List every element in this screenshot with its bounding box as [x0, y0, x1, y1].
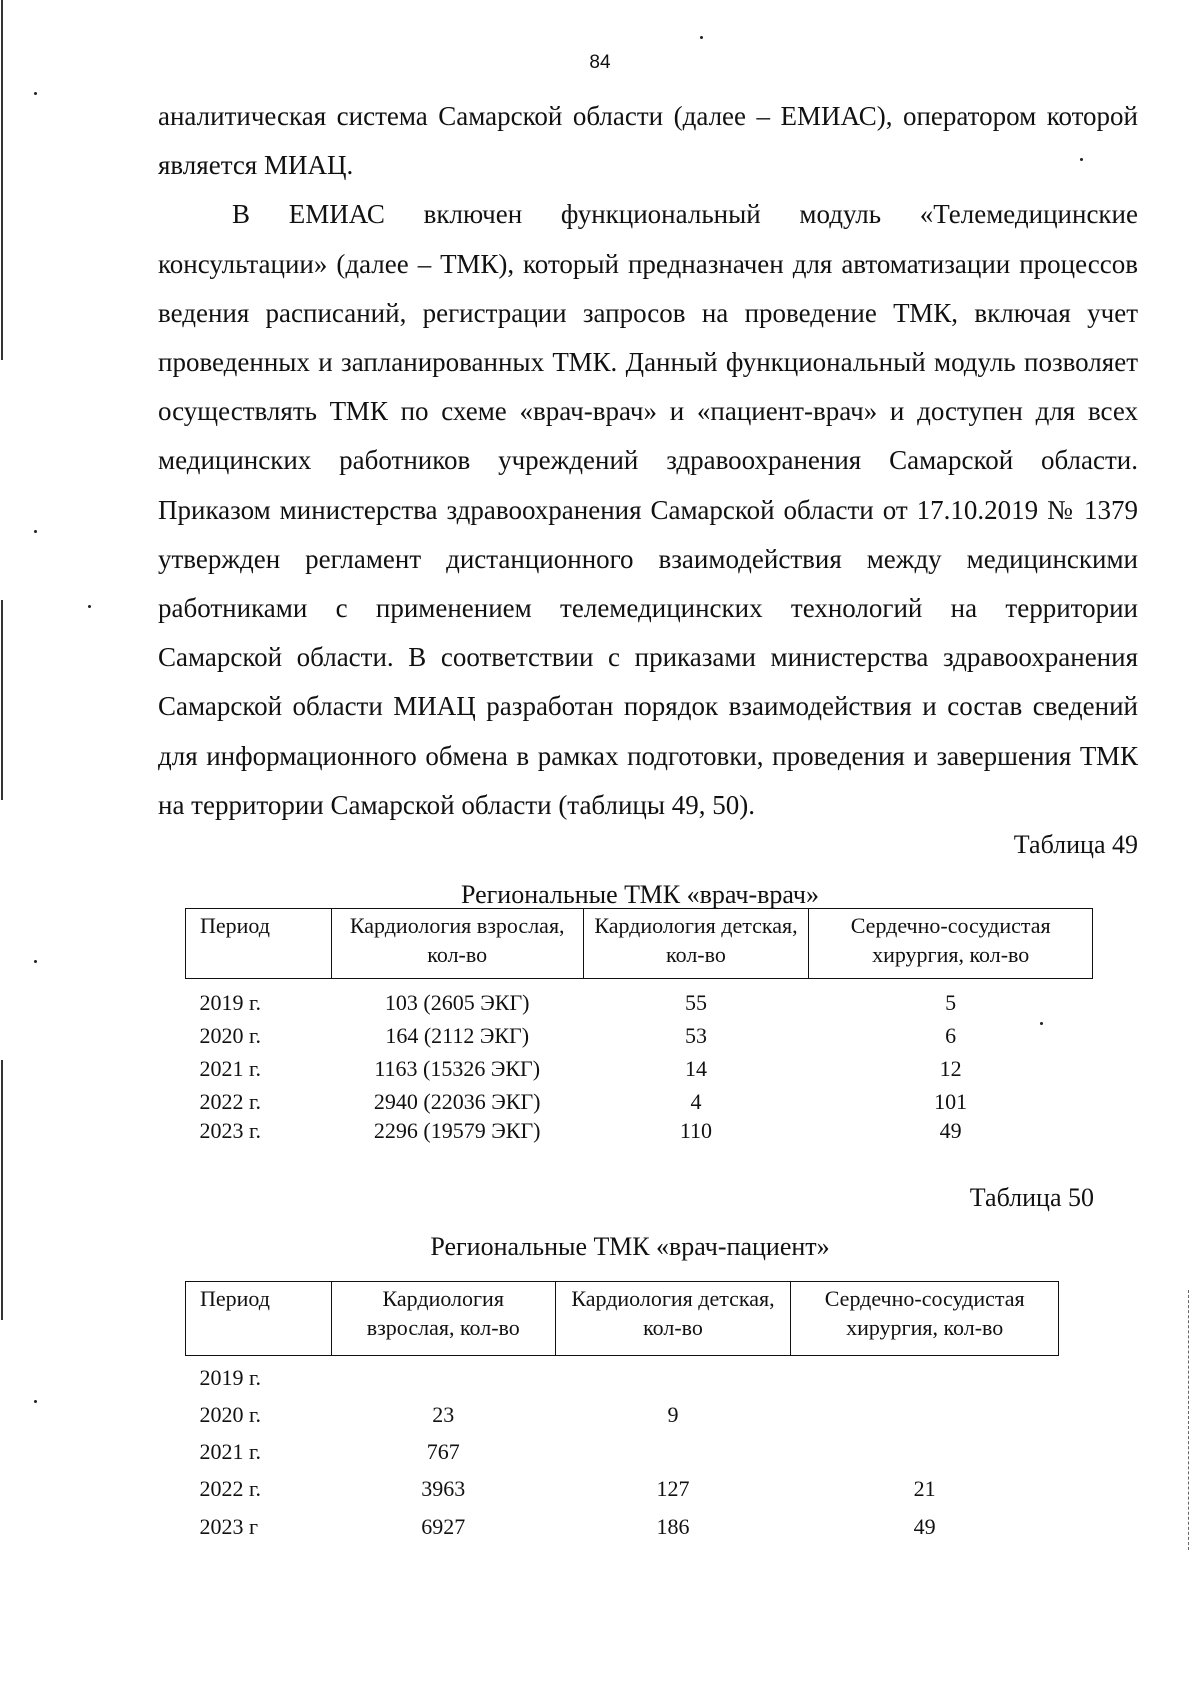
table-49-title: Региональные ТМК «врач-врач»: [460, 880, 820, 909]
table-cell: 2023 г.: [199, 1117, 262, 1143]
table-row: [186, 1116, 1093, 1145]
column-header: Сердечно-сосудистая хирургия, кол-во: [809, 909, 1093, 979]
table-row: [186, 1392, 1059, 1429]
table-cell: 2020 г.: [199, 1022, 262, 1048]
scan-speck: [88, 605, 91, 608]
scan-speck: [34, 530, 37, 533]
table-cell: 2296 (19579 ЭКГ): [373, 1117, 541, 1143]
table-cell: [791, 1429, 1059, 1466]
table-cell: 127: [656, 1475, 690, 1501]
table-cell: 2021 г.: [199, 1055, 262, 1081]
column-header: Сердечно-сосудистая хирургия, кол-во: [791, 1282, 1059, 1356]
table-cell: 164 (2112 ЭКГ): [385, 1022, 530, 1048]
table-header-row: [186, 909, 1093, 979]
body-text: [158, 92, 1138, 830]
column-header: Период: [186, 1282, 332, 1356]
scan-speck: [700, 36, 703, 39]
column-header: Кардиология взрослая, кол-во: [331, 1282, 555, 1356]
column-header: Кардиология взрослая, кол-во: [331, 909, 583, 979]
table-cell: [555, 1429, 791, 1466]
table-50: [185, 1281, 1059, 1541]
scan-edge-line: [1, 600, 3, 800]
table-row: [186, 1356, 1059, 1392]
table-cell: 101: [934, 1088, 968, 1114]
table-cell: 12: [939, 1055, 962, 1081]
table-cell: 186: [656, 1513, 690, 1539]
table-cell: 49: [913, 1513, 936, 1539]
table-cell: 5: [945, 989, 957, 1015]
table-50-label: Таблица 50: [969, 1183, 1094, 1212]
table-cell: 767: [426, 1438, 460, 1464]
table-cell: 2022 г.: [199, 1088, 262, 1114]
table-row: [186, 1083, 1093, 1116]
table-cell: 2019 г.: [199, 989, 262, 1015]
paragraph: аналитическая система Самарской области (далее – ЕМИАС), оператором которой является МИАЦ.: [158, 101, 1138, 181]
table-row: [186, 1017, 1093, 1050]
table-cell: [331, 1356, 555, 1392]
table-cell: 103 (2605 ЭКГ): [384, 989, 530, 1015]
table-cell: 55: [684, 989, 707, 1015]
column-header: Кардиология детская, кол-во: [583, 909, 809, 979]
paragraph: В ЕМИАС включен функциональный модуль «Телемедицинские консультации» (далее – ТМК), который предназначен для автоматизации процессов ведения расписаний, регистрации запросов на проведение ТМК, включая учет проведенных и запланированных ТМК. Данный функциональный модуль позволяет осуществлять ТМК по схеме «врач-врач» и «пациент-врач» и доступен для всех медицинских работников учреждений здравоохранения Самарской области. Приказом министерства здравоохранения Самарской области от 17.10.2019 № 1379 утвержден регламент дистанционного взаимодействия между медицинскими работниками с применением телемедицинских технологий на территории Самарской области. В соответствии с приказами министерства здравоохранения Самарской области МИАЦ разработан порядок взаимодействия и состав сведений для информационного обмена в рамках подготовки, проведения и завершения ТМК на территории Самарской области (таблицы 49, 50).: [158, 199, 1138, 820]
scan-edge-dash: [1188, 1290, 1190, 1550]
table-row: [186, 1503, 1059, 1541]
scan-speck: [34, 92, 37, 95]
table-cell: 2021 г.: [199, 1438, 262, 1464]
table-header-row: [186, 1282, 1059, 1356]
table-cell: [791, 1392, 1059, 1429]
table-50-title: Региональные ТМК «врач-пациент»: [430, 1232, 830, 1261]
table-cell: [555, 1356, 791, 1392]
column-header: Период: [186, 909, 332, 979]
table-cell: [791, 1356, 1059, 1392]
table-cell: 14: [684, 1055, 707, 1081]
scan-speck: [34, 960, 37, 963]
table-cell: 4: [690, 1088, 702, 1114]
table-row: [186, 1466, 1059, 1503]
table-cell: 1163 (15326 ЭКГ): [374, 1055, 541, 1081]
table-cell: 9: [667, 1401, 679, 1427]
table-49-label: Таблица 49: [1013, 830, 1138, 859]
table-row: [186, 1429, 1059, 1466]
table-49: [185, 908, 1093, 1145]
table-cell: 2023 г: [199, 1513, 259, 1539]
table-cell: 2022 г.: [199, 1475, 262, 1501]
column-header: Кардиология детская, кол-во: [555, 1282, 791, 1356]
table-cell: 2940 (22036 ЭКГ): [373, 1088, 541, 1114]
table-cell: 6927: [421, 1513, 466, 1539]
table-cell: 2020 г.: [199, 1401, 262, 1427]
scan-speck: [34, 1400, 37, 1403]
table-cell: 23: [432, 1401, 455, 1427]
table-cell: 21: [913, 1475, 936, 1501]
table-cell: 110: [679, 1117, 713, 1143]
table-cell: 2019 г.: [199, 1364, 262, 1390]
table-row: [186, 1050, 1093, 1083]
table-row: [186, 979, 1093, 1017]
table-cell: 3963: [421, 1475, 466, 1501]
table-cell: 6: [945, 1022, 957, 1048]
scan-edge-line: [1, 1060, 3, 1320]
table-cell: 49: [939, 1117, 962, 1143]
page-number: 84: [589, 52, 611, 73]
table-cell: 53: [684, 1022, 707, 1048]
